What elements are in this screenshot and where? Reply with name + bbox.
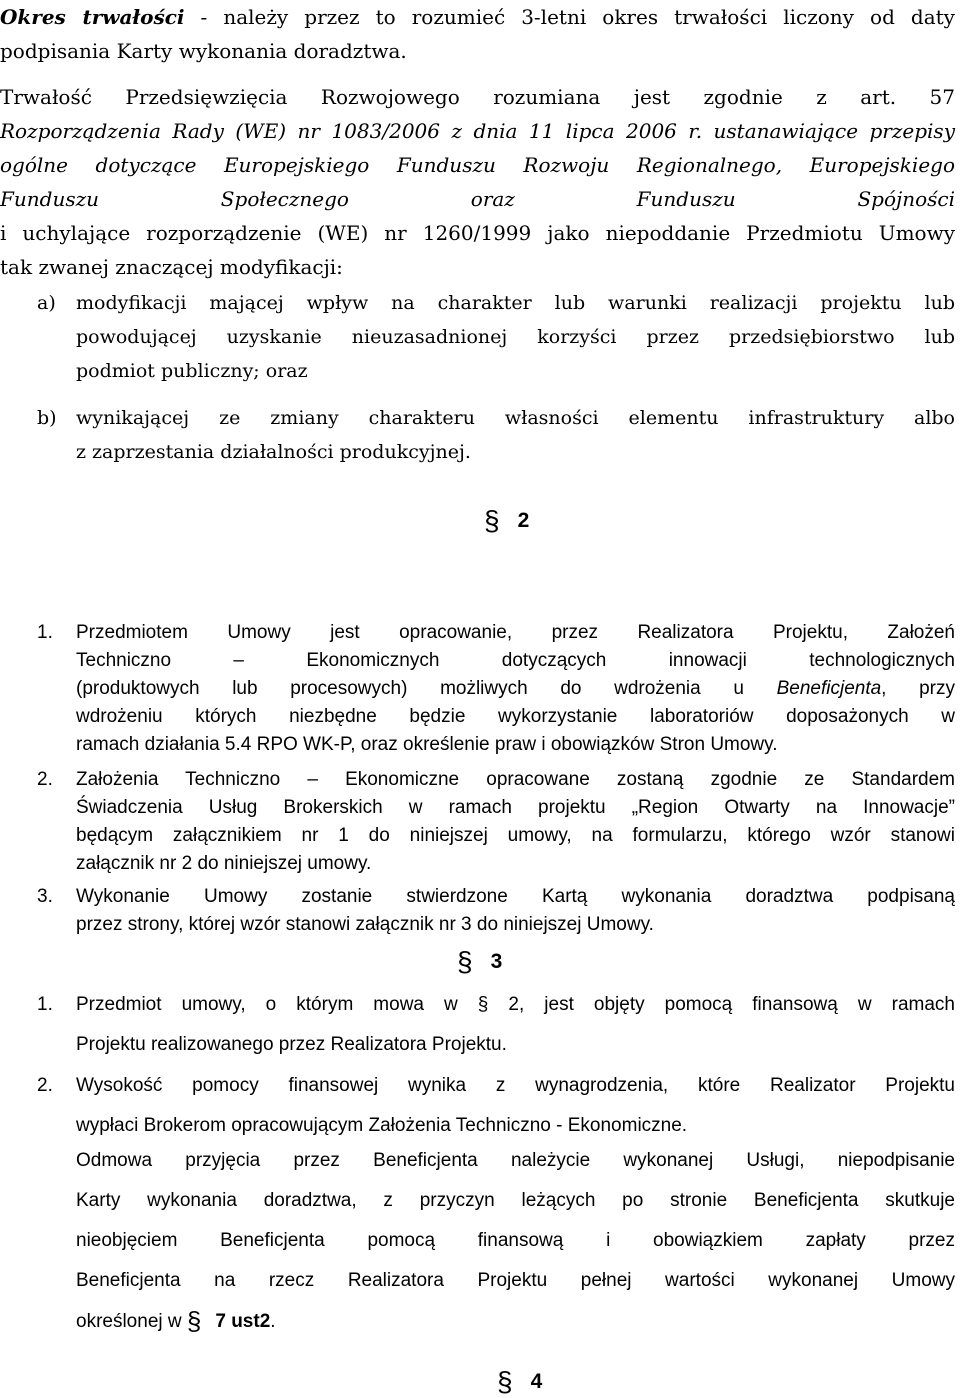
section-point: Założenia Techniczno – Ekonomiczne opracowane zostaną zgodnie ze Standardem Świadczenia Usług Brokerskich w ramach projektu „Region Otwarty na Innowacje” będącym załącznikiem nr 1 do niniejszej umowy, na formularzu, którego wzór stanowi załącznik nr 2 do niniejszej umowy. [76, 769, 955, 874]
durability-line: Funduszu Społecznego oraz Funduszu Spójności [0, 187, 955, 211]
section-point: Przedmiotem Umowy jest opracowanie, przez Realizatora Projektu, Założeń Techniczno – Ekonomicznych dotyczących innowacji technologicznych (produktowych lub procesowych) możliwych do wdrożenia u Beneficjenta, przy wdrożeniu których niezbędne będzie wykorzystanie laboratoriów doposażonych w ramach działania 5.4 RPO WK-P, oraz określenie praw i obowiązków Stron Umowy. [76, 622, 955, 755]
section-number: 4 [530, 1370, 543, 1393]
section-heading [497, 1366, 542, 1398]
definition-line: podpisania Karty wykonania doradztwa. [0, 39, 407, 63]
list-item: wynikającej ze zmiany charakteru własności elementu infrastruktury albo z zaprzestania działalności produkcyjnej. [76, 407, 955, 463]
point-number: 2. [37, 769, 53, 790]
section-symbol: § [497, 1366, 513, 1397]
point-number: 1. [37, 622, 53, 643]
section-symbol: § [186, 1306, 202, 1336]
list-label: a) [37, 292, 56, 314]
point-line-with-emphasis: (produktowych lub procesowych) możliwych do wdrożenia u Beneficjenta, przy [76, 678, 955, 699]
list-label: b) [37, 407, 57, 429]
section-number: 2 [517, 509, 530, 532]
durability-line: Trwałość Przedsięwzięcia Rozwojowego rozumiana jest zgodnie z art. 57 [0, 85, 955, 109]
point-number: 2. [37, 1075, 53, 1096]
durability-line: tak zwanej znaczącej modyfikacji: [0, 255, 343, 279]
definition-paragraph [0, 0, 955, 68]
refusal-last-line: określonej w § 7 ust2. [76, 1306, 276, 1336]
point-number: 3. [37, 886, 53, 907]
section-heading [484, 505, 529, 537]
section-point: Wykonanie Umowy zostanie stwierdzone Kartą wykonania doradztwa podpisaną przez strony, której wzór stanowi załącznik nr 3 do niniejszej Umowy. [76, 886, 955, 935]
section-symbol: § [484, 505, 500, 536]
durability-line: ogólne dotyczące Europejskiego Funduszu Rozwoju Regionalnego, Europejskiego [0, 153, 955, 177]
section-heading [457, 946, 502, 978]
definition-line: Okres trwałości - należy przez to rozumieć 3-letni okres trwałości liczony od daty [0, 5, 955, 29]
durability-paragraph [0, 80, 955, 284]
definition-term: Okres trwałości [0, 5, 185, 29]
refusal-paragraph: Odmowa przyjęcia przez Beneficjenta należycie wykonanej Usługi, niepodpisanie Karty wykonania doradztwa, z przyczyn leżących po stronie Beneficjenta skutkuje nieobjęciem Beneficjenta pomocą finansową i obowiązkiem zapłaty przez Beneficjenta na rzecz Realizatora Projektu pełnej wartości wykonanej Umowy określonej w § 7 ust2. [76, 1141, 955, 1342]
section-reference: 7 ust2 [215, 1311, 271, 1332]
durability-line: Rozporządzenia Rady (WE) nr 1083/2006 z dnia 11 lipca 2006 r. ustanawiające przepisy [0, 119, 955, 143]
section-point: Wysokość pomocy finansowej wynika z wynagrodzenia, które Realizator Projektu wypłaci Brokerom opracowującym Założenia Techniczno - Ekonomiczne. [76, 1075, 955, 1136]
section-symbol: § [457, 946, 473, 977]
section-number: 3 [490, 950, 503, 973]
list-item: modyfikacji mającej wpływ na charakter lub warunki realizacji projektu lub powodującej uzyskanie nieuzasadnionej korzyści przez przedsiębiorstwo lub podmiot publiczny; oraz [76, 292, 955, 382]
point-number: 1. [37, 994, 53, 1015]
section-point: Przedmiot umowy, o którym mowa w § 2, jest objęty pomocą finansową w ramach Projektu realizowanego przez Realizatora Projektu. [76, 994, 955, 1055]
durability-line: i uchylające rozporządzenie (WE) nr 1260/1999 jako niepoddanie Przedmiotu Umowy [0, 221, 955, 245]
